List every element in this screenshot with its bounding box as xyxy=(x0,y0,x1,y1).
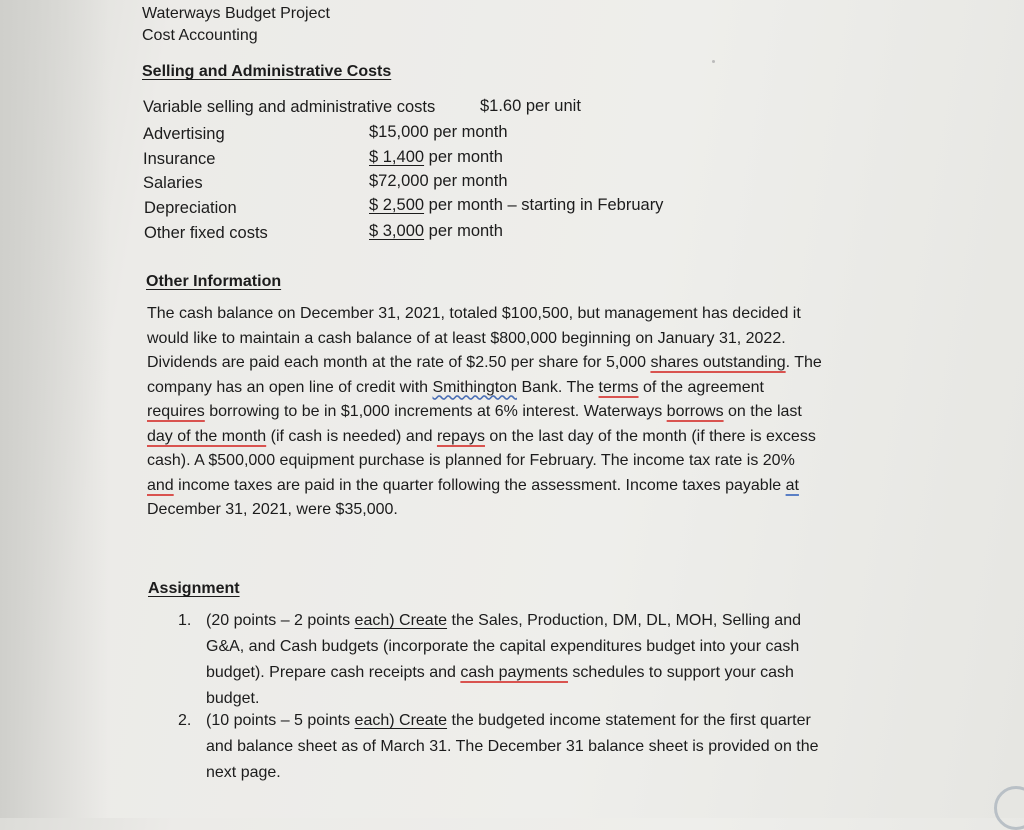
spellcheck-mark: borrows xyxy=(666,403,724,420)
cost-label-salaries: Salaries xyxy=(143,174,203,192)
list-number: 2. xyxy=(178,712,192,729)
spellcheck-mark: terms xyxy=(598,378,639,396)
spellcheck-mark: and xyxy=(147,476,174,494)
cost-label-other-fixed: Other fixed costs xyxy=(144,224,268,242)
paper-speck xyxy=(712,60,715,63)
other-information-paragraph xyxy=(147,302,887,523)
paragraph-line: December 31, 2021, were $35,000. xyxy=(147,501,398,518)
spellcheck-mark: cash payments xyxy=(460,664,568,681)
cost-value-insurance: $ 1,400 per month xyxy=(369,148,503,166)
document-subtitle: Cost Accounting xyxy=(142,27,258,44)
spellcheck-mark: Smithington xyxy=(432,378,517,396)
paragraph-line: would like to maintain a cash balance of at least $800,000 beginning on January 31, 2022. xyxy=(147,329,786,347)
cost-label-insurance: Insurance xyxy=(143,150,216,168)
document-title: Waterways Budget Project xyxy=(142,5,330,22)
cost-value-depreciation: $ 2,500 per month – starting in February xyxy=(369,196,664,214)
cost-value-advertising: $15,000 per month xyxy=(369,123,508,141)
cost-value-salaries: $72,000 per month xyxy=(369,172,508,190)
paragraph-line: company has an open line of credit with Smithington Bank. The terms of the agreement xyxy=(147,378,764,396)
list-number: 1. xyxy=(178,612,192,629)
cost-label-advertising: Advertising xyxy=(143,125,225,143)
cost-label-depreciation: Depreciation xyxy=(144,199,237,217)
spellcheck-mark: repays xyxy=(436,427,485,445)
corner-ring-icon xyxy=(994,786,1024,830)
spellcheck-mark: at xyxy=(785,476,799,494)
paragraph-line: cash). A $500,000 equipment purchase is planned for February. The income tax rate is 20% xyxy=(147,452,795,469)
spellcheck-mark: shares outstanding xyxy=(650,354,786,371)
paragraph-line: day of the month (if cash is needed) and repays on the last day of the month (if there is excess xyxy=(147,427,816,445)
list-item: 1. (20 points – 2 points each) Create the Sales, Production, DM, DL, MOH, Selling and G&A, and Cash budgets (incorporate the capital expenditures budget into your cash budget). Prepare cash receipts and cash payments schedules to support your cash budget. xyxy=(178,608,878,712)
spellcheck-mark: requires xyxy=(147,403,205,420)
paragraph-line: Dividends are paid each month at the rate of $2.50 per share for 5,000 shares outstanding. The xyxy=(147,354,822,371)
page-edge-shadow xyxy=(0,0,110,818)
spellcheck-mark: day of the month xyxy=(147,427,267,445)
other-information-heading: Other Information xyxy=(146,273,282,290)
variable-costs-label: Variable selling and administrative costs xyxy=(143,98,436,116)
variable-costs-value: $1.60 per unit xyxy=(480,97,581,115)
selling-admin-heading: Selling and Administrative Costs xyxy=(142,63,392,80)
assignment-list xyxy=(178,608,878,786)
list-item: 2. (10 points – 5 points each) Create the budgeted income statement for the first quarter and balance sheet as of March 31. The December 31 balance sheet is provided on the next page. xyxy=(178,708,878,786)
paragraph-line: The cash balance on December 31, 2021, totaled $100,500, but management has decided it xyxy=(147,305,801,322)
paragraph-line: and income taxes are paid in the quarter following the assessment. Income taxes payable at xyxy=(147,476,799,494)
cost-value-other-fixed: $ 3,000 per month xyxy=(369,222,503,240)
paragraph-line: requires borrowing to be in $1,000 increments at 6% interest. Waterways borrows on the last xyxy=(147,403,802,420)
assignment-heading: Assignment xyxy=(148,580,240,597)
